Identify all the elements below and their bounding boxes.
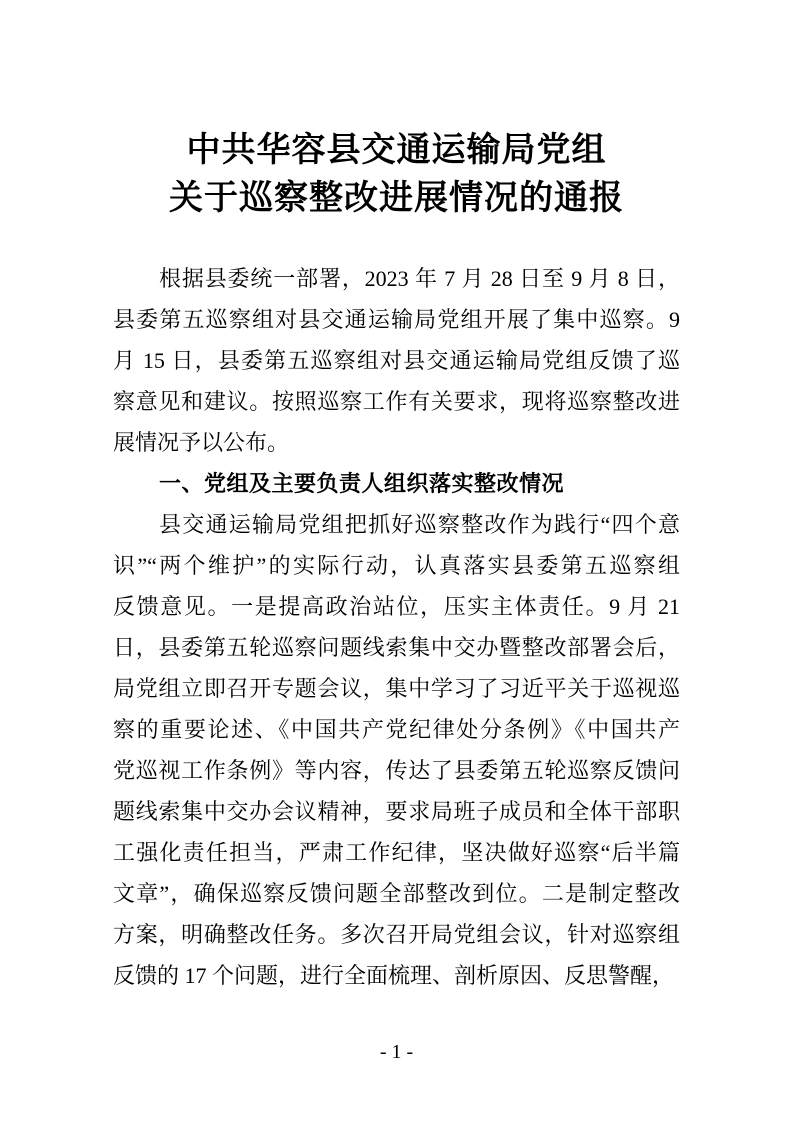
text-line: 方案，明确整改任务。多次召开局党组会议，针对巡察组 [113, 922, 680, 947]
text-line: 题线索集中交办会议精神，要求局班子成员和全体干部职 [113, 799, 680, 824]
text-line: 察的重要论述、《中国共产党纪律处分条例》《中国共产 [113, 717, 680, 742]
text-line: 文章”，确保巡察反馈问题全部整改到位。二是制定整改 [113, 881, 680, 906]
text-line: 工强化责任担当，严肃工作纪律，坚决做好巡察“后半篇 [113, 840, 680, 865]
text-line: 反馈意见。一是提高政治站位，压实主体责任。9 月 21 [113, 594, 680, 619]
title-line-2: 关于巡察整改进展情况的通报 [169, 180, 624, 217]
text-line: 反馈的 17 个问题，进行全面梳理、剖析原因、反思警醒， [113, 963, 675, 988]
text-line: 局党组立即召开专题会议，集中学习了习近平关于巡视巡 [113, 676, 680, 701]
text-line: 党巡视工作条例》等内容，传达了县委第五轮巡察反馈问 [113, 758, 680, 783]
text-line: 展情况予以公布。 [113, 430, 290, 455]
section-heading: 一、党组及主要负责人组织落实整改情况 [159, 471, 565, 496]
page-number: - 1 - [379, 1041, 414, 1063]
text-line: 察意见和建议。按照巡察工作有关要求，现将巡察整改进 [113, 389, 680, 414]
document-title [0, 127, 793, 223]
text-line: 识”“两个维护”的实际行动，认真落实县委第五巡察组 [113, 553, 680, 578]
text-line: 月 15 日，县委第五巡察组对县交通运输局党组反馈了巡 [113, 348, 680, 373]
text-line: 日，县委第五轮巡察问题线索集中交办暨整改部署会后， [113, 635, 680, 660]
title-line-1: 中共华容县交通运输局党组 [186, 132, 607, 169]
text-line: 县委第五巡察组对县交通运输局党组开展了集中巡察。9 [113, 307, 680, 332]
text-line: 根据县委统一部署，2023 年 7 月 28 日至 9 月 8 日， [159, 266, 680, 291]
text-line: 县交通运输局党组把抓好巡察整改作为践行“四个意 [159, 512, 680, 537]
document-body [113, 258, 680, 996]
